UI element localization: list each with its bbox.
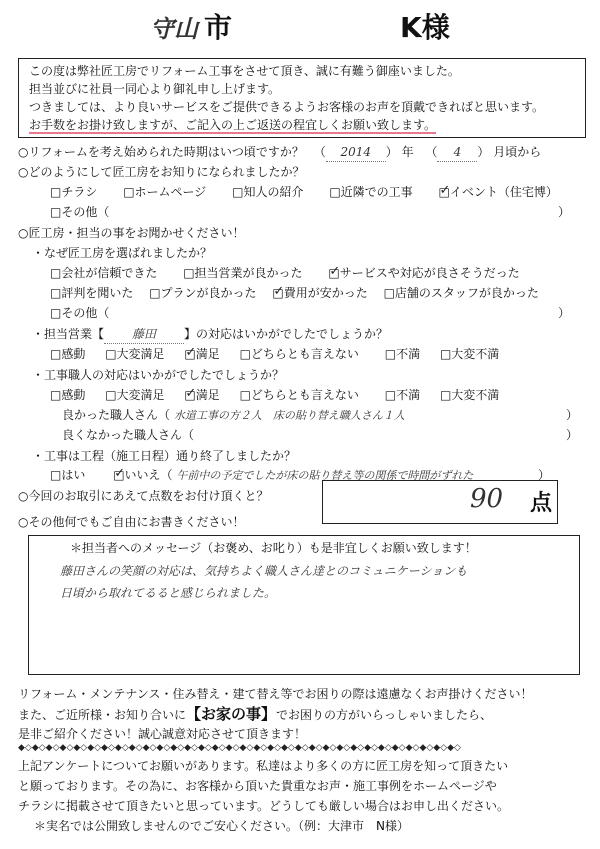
q5-checkbox-neutral[interactable] <box>240 388 251 402</box>
q3-checkbox-plan[interactable] <box>149 286 160 300</box>
q3-checkbox-price[interactable] <box>272 286 283 300</box>
q3-sub-label: ・なぜ匠工房を選ばれましたか？ <box>32 246 213 260</box>
q4-option-dissatisfied: 不満 <box>396 347 421 361</box>
message-line-2: 日頃から取れてるると感じられました。 <box>60 586 277 600</box>
score-value: 90 <box>470 484 504 514</box>
q1-month-value[interactable]: 4 <box>437 143 477 162</box>
q5-bad-label: 良くなかった職人さん（ <box>62 428 195 442</box>
score-unit: 点 <box>530 491 553 516</box>
q4-checkbox-very-satisfied[interactable] <box>105 347 116 361</box>
q4-option-neutral: どちらとも言えない <box>250 347 359 361</box>
q4-checkbox-very-dissatisfied[interactable] <box>440 347 451 361</box>
footer-p4: ＊実名では公開致しませんのでご安心ください。（例：大津市 N様） <box>34 819 409 833</box>
score-box[interactable] <box>322 480 558 524</box>
q7-label: ○今回のお取引にあえて点数をお付け頂くと？ <box>18 489 269 503</box>
q2-checkbox-other[interactable] <box>50 205 61 219</box>
q4-option-moved: 感動 <box>61 347 86 361</box>
q3-option-service: サービスや対応が良さそうだった <box>339 266 520 280</box>
q3-option-rep: 担当営業が良かった <box>194 266 303 280</box>
q5-option-moved: 感動 <box>61 388 86 402</box>
city-heading <box>150 6 232 46</box>
q5-checkbox-dissatisfied[interactable] <box>385 388 396 402</box>
intro-line-3: つきましては、より良いサービスをご提供できるようお客様のお声を頂戴できればと思います。 <box>29 100 545 114</box>
intro-line-2: 担当並びに社員一同心より御礼申し上げます。 <box>29 82 281 96</box>
intro-line-1: この度は弊社匠工房でリフォーム工事をさせて頂き、誠に有難う御座いました。 <box>29 64 460 78</box>
q5-checkbox-satisfied[interactable] <box>184 388 195 402</box>
q5-option-dissatisfied: 不満 <box>396 388 421 402</box>
q5-good-label: 良かった職人さん（ <box>62 408 171 422</box>
q3-checkbox-rep[interactable] <box>183 266 194 280</box>
q4-checkbox-moved[interactable] <box>50 347 61 361</box>
q5-good-row <box>62 406 578 425</box>
q3-checkbox-trust[interactable] <box>50 266 61 280</box>
q4-option-satisfied: 満足 <box>195 347 220 361</box>
q5-checkbox-very-dissatisfied[interactable] <box>440 388 451 402</box>
q3-row1 <box>50 264 520 282</box>
q2-checkbox-event[interactable] <box>439 185 450 199</box>
footer-line-2 <box>18 705 492 724</box>
q5-good-close: ） <box>565 408 578 422</box>
q6-option-no: いいえ（ <box>124 468 173 482</box>
intro-line-4: お手数をお掛け致しますが、ご記入の上ご返送の程宜しくお願い致します。 <box>29 118 437 132</box>
q3-option-plan: プランが良かった <box>160 286 257 300</box>
q4-rep-name[interactable]: 藤田 <box>104 325 184 344</box>
footer-line-3: 是非ご紹介ください！誠心誠意対応させて頂きます！ <box>18 727 307 741</box>
q4-options <box>50 345 499 363</box>
q5-options <box>50 386 499 404</box>
city-suffix: 市 <box>204 11 233 44</box>
q6-option-yes: はい <box>61 468 86 482</box>
q5-option-satisfied: 満足 <box>195 388 220 402</box>
q3-other-row: □ その他（ ） <box>50 304 570 322</box>
footer-line-2a: また、ご近所様・お知り合いに <box>18 708 187 722</box>
footer-p3: チラシに掲載させて頂きたいと思っています。どうしても厳しい場合はお申し出ください。 <box>18 799 510 813</box>
q3-label: ○匠工房・担当の事をお聞かせください！ <box>18 226 245 240</box>
intro-box <box>18 58 586 138</box>
q3-checkbox-reputation[interactable] <box>50 286 61 300</box>
q6-checkbox-no[interactable] <box>113 468 124 482</box>
q3-checkbox-staff[interactable] <box>384 286 395 300</box>
q2-other-row: □ その他（ ） <box>50 203 570 221</box>
q5-good-value[interactable]: 水道工事の方２人 床の貼り替え職人さん１人 <box>173 409 405 422</box>
q8-label: ○その他何でもご自由にお書きください！ <box>18 515 245 529</box>
q3-option-trust: 会社が信頼できた <box>61 266 158 280</box>
q4-checkbox-satisfied[interactable] <box>184 347 195 361</box>
q1-row: ○リフォームを考え始められた時期はいつ頃ですか？ （ 2014 ） 年 （ 4 ） 月頃から <box>18 143 541 162</box>
footer-p2: と願っております。その為に、お客様から頂いた貴重なお声・施工事例をホームページや <box>18 779 497 793</box>
q4-checkbox-dissatisfied[interactable] <box>385 347 396 361</box>
q5-bad-row <box>62 426 578 444</box>
q5-label: ・工事職人の対応はいかがでしたでしょうか？ <box>32 368 285 382</box>
q4-suffix: 】の対応はいかがでしたでしょうか？ <box>184 327 389 341</box>
q1-label: ○リフォームを考え始められた時期はいつ頃ですか？ <box>18 145 304 159</box>
footer-p1: 上記アンケートについてお願いがあります。私達はより多くの方に匠工房を知って頂きたい <box>18 759 509 773</box>
q2-option-event: イベント（住宅博） <box>449 185 558 199</box>
q3-row2 <box>50 284 539 302</box>
q6-options: □ はい □ ✓ いいえ（ 午前中の予定でしたが床の貼り替え等の関係で時間がずれた ） <box>50 466 550 485</box>
q1-year-label: 年 <box>401 145 414 159</box>
q5-option-very-dissatisfied: 大変不満 <box>451 388 500 402</box>
q4-row <box>32 325 388 344</box>
footer-line-2c: でお困りの方がいらっしゃいましたら、 <box>276 708 493 722</box>
q5-bad-close: ） <box>565 428 578 442</box>
q2-option-referral: 知人の紹介 <box>243 185 304 199</box>
q3-other-label: その他（ <box>61 306 110 320</box>
footer-line-1: リフォーム・メンテナンス・住み替え・建て替え等でお困りの際は遠慮なくお声掛けください！ <box>18 687 533 701</box>
q3-option-staff: 店舗のスタッフが良かった <box>394 286 539 300</box>
footer-ouchi-no-koto: 【お家の事】 <box>186 705 277 723</box>
q2-option-homepage: ホームページ <box>134 185 207 199</box>
q5-option-very-satisfied: 大変満足 <box>116 388 165 402</box>
q2-checkbox-homepage[interactable] <box>123 185 134 199</box>
q5-checkbox-very-satisfied[interactable] <box>105 388 116 402</box>
q2-option-nearby: 近隣での工事 <box>340 185 413 199</box>
q6-checkbox-yes[interactable] <box>50 468 61 482</box>
q4-option-very-dissatisfied: 大変不満 <box>451 347 500 361</box>
q1-year-value[interactable]: 2014 <box>326 143 386 162</box>
diamond-divider: ◆◇◆◇◆◇◆◇◆◇◆◇◆◇◆◇◆◇◆◇◆◇◆◇◆◇◆◇◆◇◆◇◆◇◆◇◆◇◆◇◆◇◆◇◆◇◆◇◆◇◆◇◆◇◆◇◆◇◆◇◆◇◆◇ <box>18 743 461 753</box>
q4-prefix: ・担当営業【 <box>32 327 105 341</box>
q2-options <box>50 183 558 201</box>
q5-checkbox-moved[interactable] <box>50 388 61 402</box>
q1-month-label: 月頃から <box>493 145 542 159</box>
q6-label: ・工事は工程（施工日程）通り終了しましたか？ <box>32 449 297 463</box>
message-box-title: ＊担当者へのメッセージ（お褒め、お叱り）も是非宜しくお願い致します！ <box>70 541 477 555</box>
q2-label: ○どのようにして匠工房をお知りになられましたか？ <box>18 165 305 179</box>
q5-option-neutral: どちらとも言えない <box>250 388 359 402</box>
customer-name: K様 <box>400 11 450 44</box>
q4-option-very-satisfied: 大変満足 <box>116 347 165 361</box>
q2-checkbox-referral[interactable] <box>232 185 243 199</box>
q2-checkbox-nearby[interactable] <box>329 185 340 199</box>
q4-checkbox-neutral[interactable] <box>240 347 251 361</box>
q2-checkbox-flyer[interactable] <box>50 185 61 199</box>
q3-checkbox-service[interactable] <box>328 266 339 280</box>
city-handwritten: 守山 <box>150 14 198 43</box>
q2-option-flyer: チラシ <box>61 185 98 199</box>
q3-option-price: 費用が安かった <box>283 286 368 300</box>
q3-option-reputation: 評判を聞いた <box>61 286 134 300</box>
message-line-1: 藤田さんの笑顔の対応は、気持ちよく職人さん達とのコミュニケーションも <box>60 564 468 578</box>
q6-no-reason[interactable]: 午前中の予定でしたが床の貼り替え等の関係で時間がずれた <box>176 469 474 482</box>
q3-checkbox-other[interactable] <box>50 306 61 320</box>
q2-other-label: その他（ <box>61 205 110 219</box>
